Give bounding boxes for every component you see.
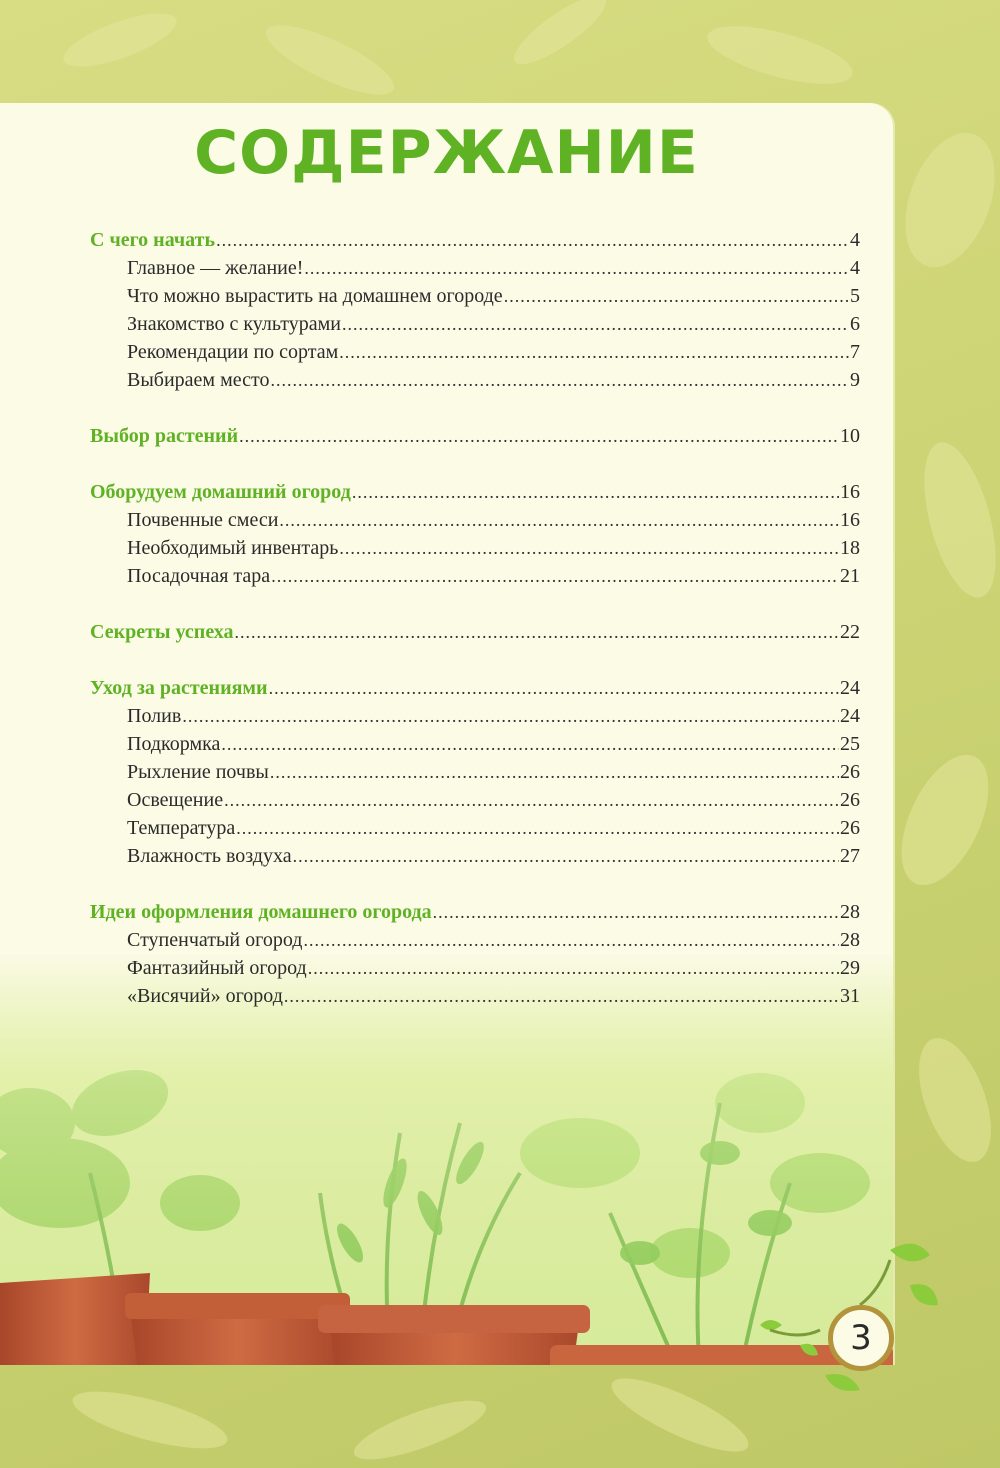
toc-subsection-row[interactable] — [90, 730, 860, 758]
toc-entry-title: С чего начать — [90, 229, 216, 251]
toc-section-row[interactable] — [90, 674, 860, 702]
toc-entry-title: Влажность воздуха — [127, 845, 292, 867]
toc-page-number: 9 — [850, 369, 860, 391]
toc-leader-dots — [221, 730, 839, 758]
toc-page-number: 26 — [840, 789, 860, 811]
toc-page-number: 27 — [840, 845, 860, 867]
toc-section-row[interactable] — [90, 898, 860, 926]
toc-subsection-row[interactable] — [90, 366, 860, 394]
toc-page-number: 28 — [840, 929, 860, 951]
toc-leader-dots — [236, 814, 839, 842]
toc-leader-dots — [270, 758, 839, 786]
toc-entry-title: Посадочная тара — [127, 565, 271, 587]
toc-entry-title: Уход за растениями — [90, 677, 268, 699]
toc-leader-dots — [284, 982, 839, 1010]
toc-page-number: 4 — [850, 257, 860, 279]
toc-leader-dots — [339, 338, 849, 366]
toc-leader-dots — [279, 506, 839, 534]
toc-section-row[interactable] — [90, 422, 860, 450]
toc-subsection-row[interactable] — [90, 954, 860, 982]
toc-leader-dots — [224, 786, 839, 814]
toc-entry-title: Необходимый инвентарь — [127, 537, 339, 559]
toc-page-number: 29 — [840, 957, 860, 979]
toc-leader-dots — [235, 618, 839, 646]
toc-entry-title: Температура — [127, 817, 236, 839]
toc-entry-title: Что можно вырастить на домашнем огороде — [127, 285, 503, 307]
toc-section-row[interactable] — [90, 478, 860, 506]
toc-page-number: 26 — [840, 817, 860, 839]
toc-section-row[interactable] — [90, 226, 860, 254]
toc-entry-title: Идеи оформления домашнего огорода — [90, 901, 432, 923]
toc-page-number: 21 — [840, 565, 860, 587]
page-number: 3 — [828, 1305, 894, 1371]
toc-subsection-row[interactable] — [90, 982, 860, 1010]
toc-leader-dots — [239, 422, 839, 450]
toc-entry-title: Освещение — [127, 789, 224, 811]
toc-leader-dots — [342, 310, 849, 338]
toc-subsection-row[interactable] — [90, 282, 860, 310]
toc-leader-dots — [504, 282, 849, 310]
toc-subsection-row[interactable] — [90, 814, 860, 842]
toc-page-number: 28 — [840, 901, 860, 923]
toc-page-number: 26 — [840, 761, 860, 783]
toc-subsection-row[interactable] — [90, 702, 860, 730]
toc-subsection-row[interactable] — [90, 562, 860, 590]
toc-leader-dots — [304, 254, 849, 282]
toc-leader-dots — [182, 702, 839, 730]
toc-subsection-row[interactable] — [90, 254, 860, 282]
toc-entry-title: Выбираем место — [127, 369, 270, 391]
toc-subsection-row[interactable] — [90, 786, 860, 814]
toc-page-number: 16 — [840, 509, 860, 531]
toc-entry-title: Полив — [127, 705, 182, 727]
toc-page-number: 10 — [840, 425, 860, 447]
toc-leader-dots — [308, 954, 839, 982]
page-title: СОДЕРЖАНИЕ — [194, 118, 699, 188]
toc-leader-dots — [269, 674, 839, 702]
toc-entry-title: «Висячий» огород — [127, 985, 283, 1007]
toc-subsection-row[interactable] — [90, 506, 860, 534]
toc-entry-title: Ступенчатый огород — [127, 929, 303, 951]
toc-page-number: 7 — [850, 341, 860, 363]
toc-leader-dots — [216, 226, 849, 254]
toc-entry-title: Почвенные смеси — [127, 509, 279, 531]
toc-leader-dots — [352, 478, 839, 506]
toc-leader-dots — [271, 562, 839, 590]
toc-entry-title: Выбор растений — [90, 425, 239, 447]
toc-subsection-row[interactable] — [90, 926, 860, 954]
toc-section-row[interactable] — [90, 618, 860, 646]
toc-subsection-row[interactable] — [90, 534, 860, 562]
toc-page-number: 16 — [840, 481, 860, 503]
toc-entry-title: Главное — желание! — [127, 257, 304, 279]
toc-page-number: 6 — [850, 313, 860, 335]
toc-subsection-row[interactable] — [90, 310, 860, 338]
toc-subsection-row[interactable] — [90, 842, 860, 870]
toc-leader-dots — [339, 534, 839, 562]
toc-subsection-row[interactable] — [90, 338, 860, 366]
toc-leader-dots — [303, 926, 839, 954]
toc-page-number: 24 — [840, 705, 860, 727]
toc-entry-title: Секреты успеха — [90, 621, 234, 643]
toc-entry-title: Рыхление почвы — [127, 761, 269, 783]
toc-page-number: 18 — [840, 537, 860, 559]
toc-entry-title: Фантазийный огород — [127, 957, 307, 979]
toc-page-number: 31 — [840, 985, 860, 1007]
table-of-contents — [90, 226, 860, 1010]
toc-entry-title: Знакомство с культурами — [127, 313, 341, 335]
toc-page-number: 24 — [840, 677, 860, 699]
toc-subsection-row[interactable] — [90, 758, 860, 786]
toc-entry-title: Оборудуем домашний огород — [90, 481, 351, 503]
toc-page-number: 25 — [840, 733, 860, 755]
toc-entry-title: Рекомендации по сортам — [127, 341, 339, 363]
toc-leader-dots — [293, 842, 839, 870]
toc-leader-dots — [270, 366, 849, 394]
toc-entry-title: Подкормка — [127, 733, 221, 755]
toc-leader-dots — [433, 898, 839, 926]
toc-page-number: 5 — [850, 285, 860, 307]
toc-page-number: 22 — [840, 621, 860, 643]
toc-page-number: 4 — [850, 229, 860, 251]
